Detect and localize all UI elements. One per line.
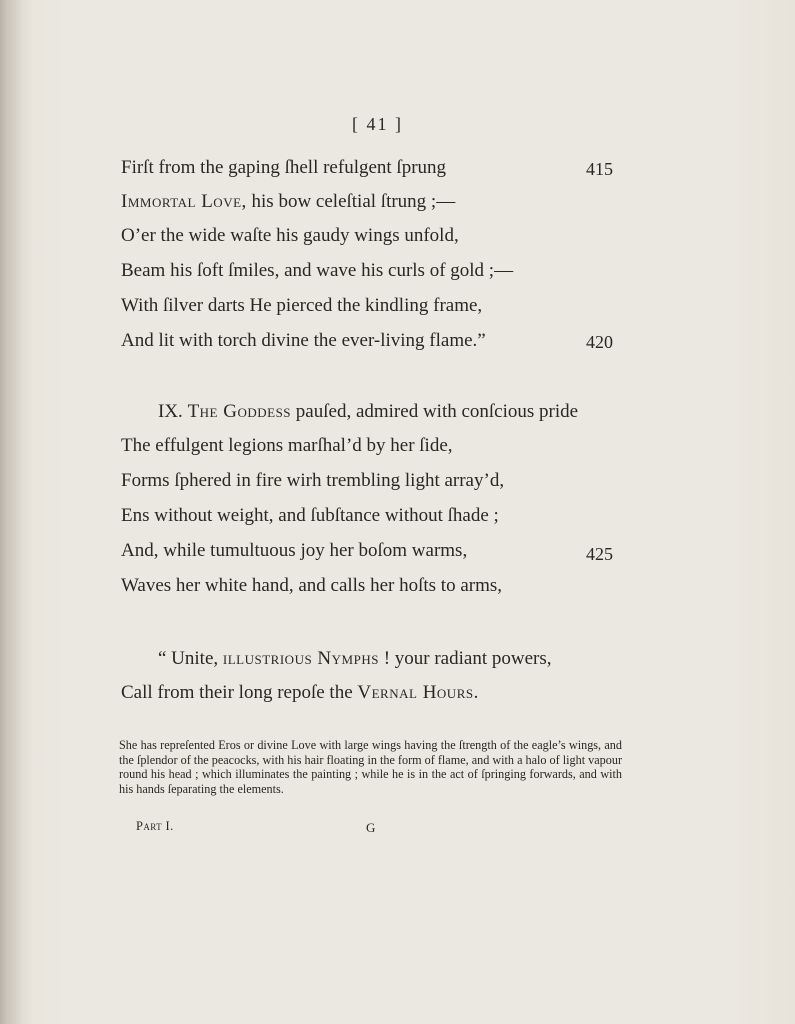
verse-text: Call from their long repoſe the — [121, 682, 358, 703]
verse-line: Firſt from the gaping ſhell refulgent ſprung — [121, 157, 447, 178]
small-caps-name: The Goddess — [187, 401, 292, 422]
verse-line: The effulgent legions marſhal’d by her ſide, — [121, 435, 453, 456]
verse-line — [158, 400, 578, 424]
verse-line: Forms ſphered in fire wirh trembling light array’d, — [121, 470, 505, 491]
gutter-shadow — [0, 0, 22, 1024]
verse-text: . — [473, 682, 479, 703]
verse-text: pauſed, admired with conſcious pride — [291, 401, 579, 422]
small-caps-name: Vernal Hours — [357, 682, 474, 703]
line-number: 415 — [586, 159, 613, 179]
verse-line — [121, 681, 478, 705]
verse-line: Beam his ſoft ſmiles, and wave his curls of gold ;— — [121, 260, 514, 281]
verse-line — [121, 190, 455, 214]
line-number: 425 — [586, 544, 613, 564]
verse-text: his bow celeſtial ſtrung ;— — [246, 191, 456, 212]
page-number: [ 41 ] — [352, 114, 403, 134]
signature-letter: G — [366, 820, 376, 835]
verse-text: “ Unite, — [158, 648, 223, 669]
verse-line: Waves her white hand, and calls her hoſts to arms, — [121, 575, 503, 596]
verse-line: O’er the wide waſte his gaudy wings unfold, — [121, 225, 459, 246]
verse-line — [158, 647, 551, 671]
verse-line: And lit with torch divine the ever-living flame.” — [121, 330, 486, 351]
part-signature: Part I. — [136, 819, 174, 833]
verse-line: Ens without weight, and ſubſtance without ſhade ; — [121, 505, 499, 526]
verse-line: And, while tumultuous joy her boſom warms, — [121, 540, 468, 561]
section-numeral: IX. — [158, 401, 188, 422]
small-caps-name: Immortal Love, — [121, 191, 247, 212]
verse-text: ! your radiant powers, — [378, 648, 552, 669]
verse-line: With ſilver darts He pierced the kindling frame, — [121, 295, 483, 316]
small-caps-name: illustrious Nymphs — [222, 648, 379, 669]
line-number: 420 — [586, 332, 613, 352]
footnote: She has repreſented Eros or divine Love with large wings having the ſtrength of the eagle’s wings, and the ſplendor of the peacocks, with his hair floating in the form of flame, and with a halo of light vapour round his head ; which illuminates the painting ; while he is in the act of ſpringing forwards, and with his hands ſeparating the elements. — [119, 738, 622, 796]
